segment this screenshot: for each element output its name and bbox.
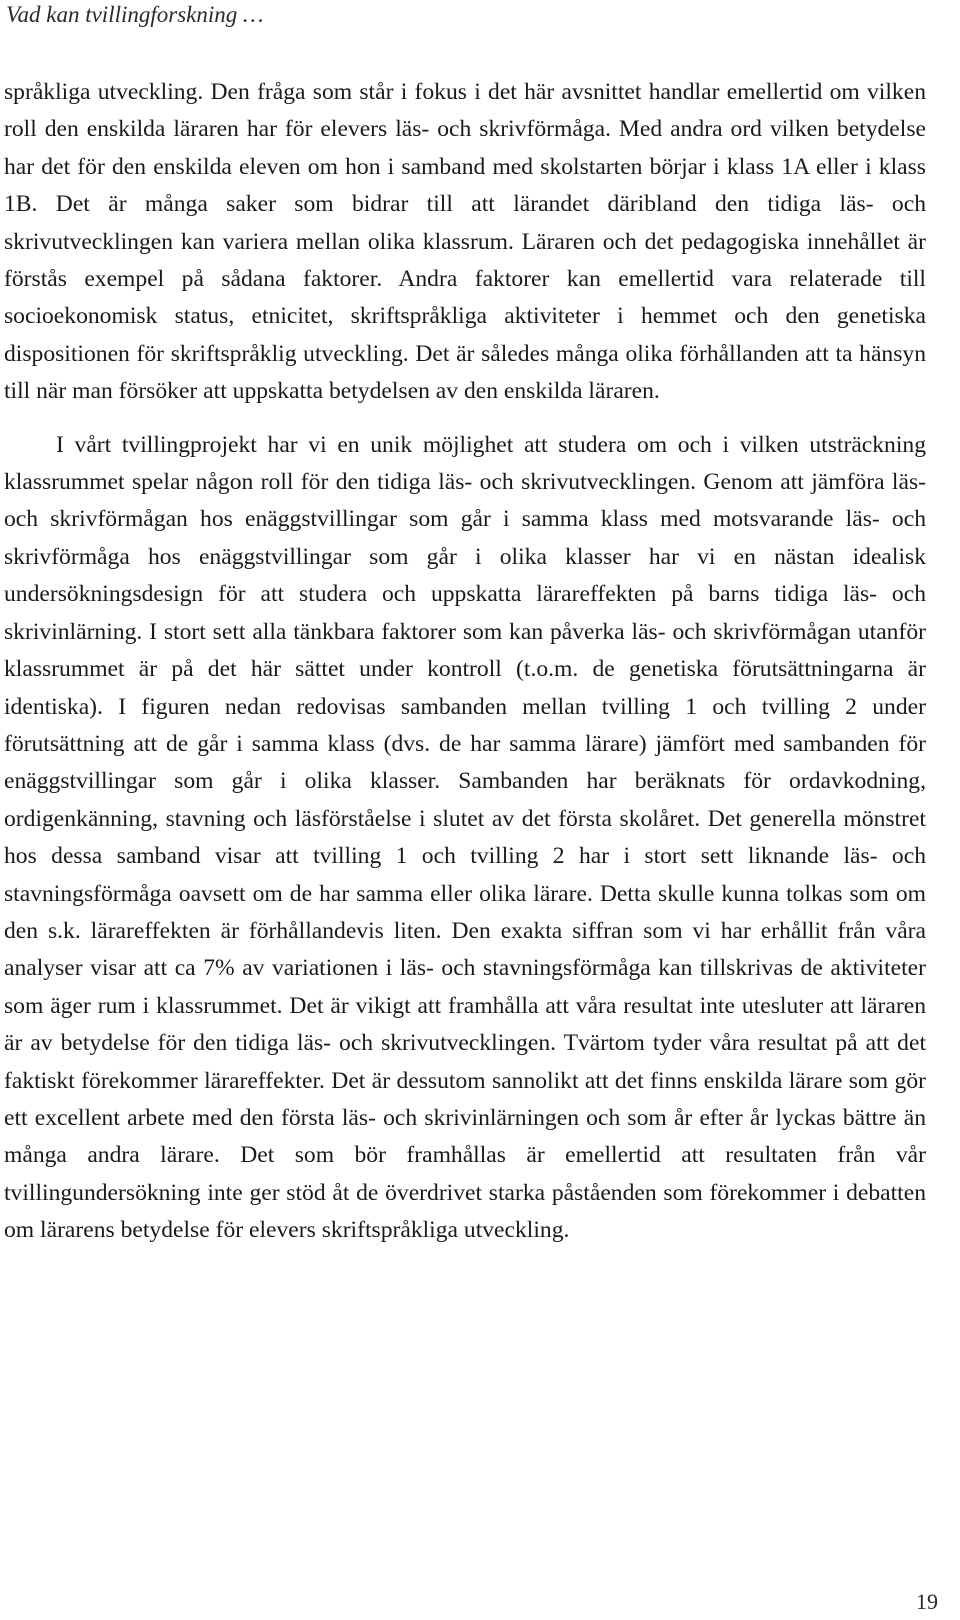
page-number: 19 bbox=[916, 1589, 938, 1614]
page-body bbox=[4, 74, 926, 1250]
body-paragraph-1: språkliga utveckling. Den fråga som står i fokus i det här avsnittet handlar emellertid om vilken roll den enskilda läraren har för elevers läs- och skrivförmåga. Med andra ord vilken betydelse har det för den enskilda eleven om hon i samband med skolstarten börjar i klass 1A eller i klass 1B. Det är många saker som bidrar till att lärandet däribland den tidiga läs- och skrivutvecklingen kan variera mellan olika klassrum. Läraren och det pedagogiska innehållet är förstås exempel på sådana faktorer. Andra faktorer kan emellertid vara relaterade till socioekonomisk status, etnicitet, skriftspråkliga aktiviteter i hemmet och den genetiska dispositionen för skriftspråklig utveckling. Det är således många olika förhållanden att ta hänsyn till när man försöker att uppskatta betydelsen av den enskilda läraren. bbox=[4, 79, 926, 405]
body-paragraph-2: I vårt tvillingprojekt har vi en unik möjlighet att studera om och i vilken utsträckning klassrummet spelar någon roll för den tidiga läs- och skrivutvecklingen. Genom att jämföra läs- och skrivförmågan hos enäggstvillingar som går i samma klass med motsvarande läs- och skrivförmåga hos enäggstvillingar som går i olika klasser har vi en nästan idealisk undersökningsdesign för att studera och uppskatta lärareffekten på barns tidiga läs- och skrivinlärning. I stort sett alla tänkbara faktorer som kan påverka läs- och skrivförmågan utanför klassrummet är på det här sättet under kontroll (t.o.m. de genetiska förutsättningarna är identiska). I figuren nedan redovisas sambanden mellan tvilling 1 och tvilling 2 under förutsättning att de går i samma klass (dvs. de har samma lärare) jämfört med sambanden för enäggstvillingar som går i olika klasser. Sambanden har beräknats för ordavkodning, ordigenkänning, stavning och läsförståelse i slutet av det första skolåret. Det generella mönstret hos dessa samband visar att tvilling 1 och tvilling 2 har i stort sett liknande läs- och stavningsförmåga oavsett om de har samma eller olika lärare. Detta skulle kunna tolkas som om den s.k. lärareffekten är förhållandevis liten. Den exakta siffran som vi har erhållit från våra analyser visar att ca 7% av variationen i läs- och stavningsförmåga kan tillskrivas de aktiviteter som äger rum i klassrummet. Det är vikigt att framhålla att våra resultat inte utesluter att läraren är av betydelse för den tidiga läs- och skrivutvecklingen. Tvärtom tyder våra resultat på att det faktiskt förekommer lärareffekter. Det är dessutom sannolikt att det finns enskilda lärare som gör ett excellent arbete med den första läs- och skrivinlärningen och som år efter år lyckas bättre än många andra lärare. Det som bör framhållas är emellertid att resultaten från vår tvillingundersökning inte ger stöd åt de överdrivet starka påståenden som förekommer i debatten om lärarens betydelse för elevers skriftspråkliga utveckling. bbox=[4, 431, 926, 1244]
running-header: Vad kan tvillingforskning … bbox=[6, 2, 264, 27]
